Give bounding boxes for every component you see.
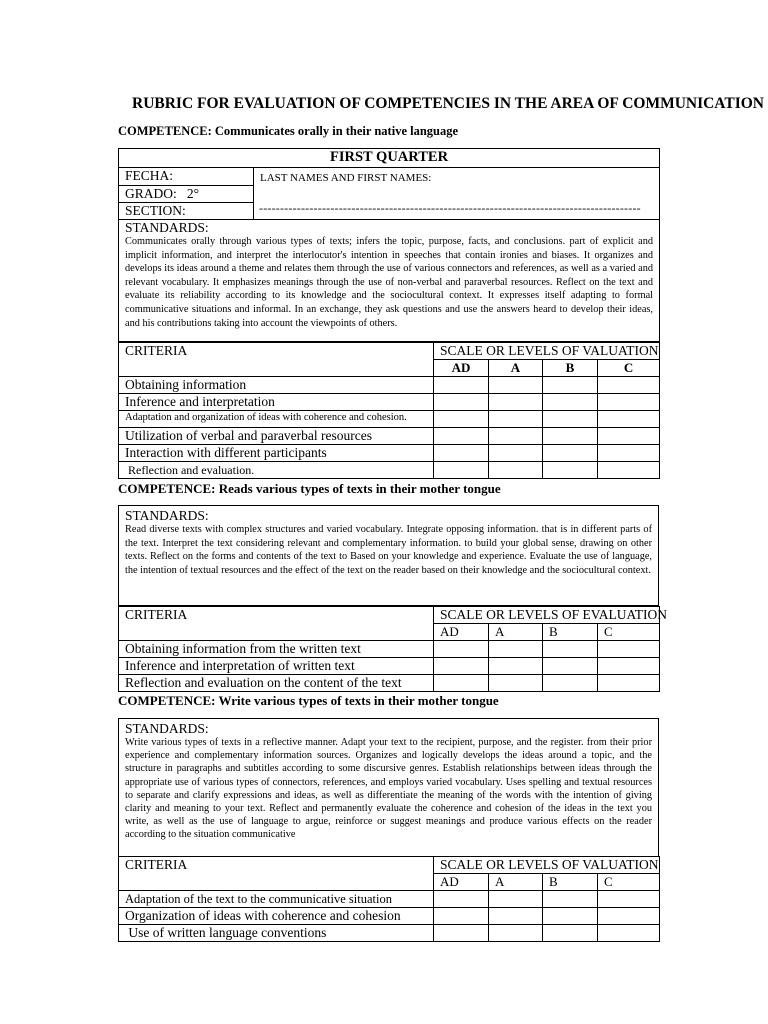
criterion-label: Interaction with different participants [119, 445, 434, 462]
criterion-label: Inference and interpretation [119, 394, 434, 411]
level-c: C [598, 874, 660, 891]
score-cell[interactable] [434, 428, 489, 445]
scale-heading: SCALE OR LEVELS OF EVALUATION [434, 607, 660, 624]
scale-heading: SCALE OR LEVELS OF VALUATION [434, 857, 660, 874]
table-row [119, 658, 660, 675]
score-cell[interactable] [434, 445, 489, 462]
grado-value: 2° [186, 186, 200, 201]
score-cell[interactable] [543, 891, 598, 908]
score-cell[interactable] [598, 925, 660, 942]
score-cell[interactable] [489, 658, 543, 675]
score-cell[interactable] [598, 908, 660, 925]
criteria-table-writing [118, 856, 660, 942]
score-cell[interactable] [598, 411, 660, 428]
competence-oral-heading: COMPETENCE: Communicates orally in their native language [118, 124, 459, 138]
score-cell[interactable] [543, 428, 598, 445]
score-cell[interactable] [434, 462, 489, 479]
table-row [119, 462, 660, 479]
criterion-label: Reflection and evaluation on the content of the text [119, 675, 434, 692]
criterion-label: Obtaining information [119, 377, 434, 394]
score-cell[interactable] [434, 641, 489, 658]
score-cell[interactable] [543, 908, 598, 925]
score-cell[interactable] [543, 675, 598, 692]
score-cell[interactable] [543, 411, 598, 428]
fecha-label: FECHA: [119, 168, 254, 186]
score-cell[interactable] [598, 641, 660, 658]
criteria-heading: CRITERIA [119, 607, 434, 641]
names-line: ------------------------------------------------------------------------------------------- [259, 201, 641, 215]
score-cell[interactable] [598, 377, 660, 394]
criteria-table-oral [118, 342, 660, 479]
score-cell[interactable] [543, 394, 598, 411]
level-ad: AD [434, 874, 489, 891]
table-row [119, 641, 660, 658]
standards-oral [119, 220, 660, 342]
standards-reading-table [118, 505, 659, 606]
standards-text: Read diverse texts with complex structures and varied vocabulary. Integrate opposing information. that is in different parts of the text. Interpret the text considering relevant and complementary information. to build your global sense, drawing on other texts. Reflect on the forms and contents of the text to Based on your knowledge and experience. Evaluate the use of language, the intention of textual resources and the effect of the text on the reader based on their knowledge and the sociocultural context. [125, 524, 652, 576]
score-cell[interactable] [489, 411, 543, 428]
criterion-label: Utilization of verbal and paraverbal resources [119, 428, 434, 445]
standards-reading [119, 506, 659, 606]
names-label: LAST NAMES AND FIRST NAMES: [260, 172, 432, 184]
score-cell[interactable] [489, 394, 543, 411]
score-cell[interactable] [489, 908, 543, 925]
student-info-table [118, 148, 660, 342]
competence-reading-heading: COMPETENCE: Reads various types of texts in their mother tongue [118, 481, 501, 496]
level-ad: AD [434, 360, 489, 377]
level-a: A [489, 874, 543, 891]
competence-writing-heading: COMPETENCE: Write various types of texts in their mother tongue [118, 693, 499, 708]
score-cell[interactable] [543, 445, 598, 462]
score-cell[interactable] [434, 394, 489, 411]
score-cell[interactable] [543, 925, 598, 942]
score-cell[interactable] [489, 428, 543, 445]
score-cell[interactable] [598, 445, 660, 462]
criterion-label: Organization of ideas with coherence and cohesion [119, 908, 434, 925]
table-row [119, 377, 660, 394]
scale-heading: SCALE OR LEVELS OF VALUATION [434, 343, 660, 360]
document-title: RUBRIC FOR EVALUATION OF COMPETENCIES IN THE AREA OF COMMUNICATION [132, 95, 764, 112]
score-cell[interactable] [598, 891, 660, 908]
score-cell[interactable] [489, 445, 543, 462]
score-cell[interactable] [434, 658, 489, 675]
score-cell[interactable] [489, 925, 543, 942]
table-row [119, 675, 660, 692]
standards-heading: STANDARDS: [125, 508, 209, 523]
score-cell[interactable] [598, 658, 660, 675]
score-cell[interactable] [598, 462, 660, 479]
score-cell[interactable] [598, 394, 660, 411]
score-cell[interactable] [543, 462, 598, 479]
table-row [119, 445, 660, 462]
score-cell[interactable] [489, 462, 543, 479]
grado-label: GRADO: [125, 186, 177, 201]
score-cell[interactable] [434, 891, 489, 908]
level-c: C [598, 624, 660, 641]
table-row [119, 394, 660, 411]
score-cell[interactable] [489, 377, 543, 394]
table-row [119, 925, 660, 942]
standards-text: Communicates orally through various types of texts; infers the topic, purpose, facts, and conclusions. part of explicit and implicit information, and interpret the interlocutor's intention in speeches that contain ironies and biases. It organizes and develops its ideas around a theme and relates them through the use of various connectors and references, as well as a varied and relevant vocabulary. It emphasizes meanings through the use of non-verbal and paraverbal resources. Reflect on the text and evaluate its reliability according to its knowledge and the sociocultural context. It expresses itself adapting to formal communicative situations and informal. In an exchange, they ask questions and use the answers heard to develop their ideas, and his contributions taking into account the viewpoints of others. [125, 236, 654, 329]
score-cell[interactable] [598, 675, 660, 692]
criterion-label: Reflection and evaluation. [119, 462, 434, 479]
level-ad: AD [434, 624, 489, 641]
criterion-label: Adaptation of the text to the communicative situation [119, 891, 434, 908]
level-b: B [543, 360, 598, 377]
score-cell[interactable] [434, 675, 489, 692]
table-row [119, 428, 660, 445]
table-row [119, 891, 660, 908]
standards-heading: STANDARDS: [125, 721, 209, 736]
score-cell[interactable] [598, 428, 660, 445]
quarter-title: FIRST QUARTER [119, 149, 660, 168]
score-cell[interactable] [489, 641, 543, 658]
score-cell[interactable] [434, 377, 489, 394]
level-b: B [543, 624, 598, 641]
criterion-label: Obtaining information from the written text [119, 641, 434, 658]
criterion-label: Inference and interpretation of written text [119, 658, 434, 675]
section-label: SECTION: [119, 203, 254, 220]
criteria-table-reading [118, 606, 668, 692]
criterion-label: Adaptation and organization of ideas with coherence and cohesion. [119, 411, 434, 428]
level-a: A [489, 624, 543, 641]
standards-writing [119, 719, 659, 857]
table-row [119, 908, 660, 925]
score-cell[interactable] [434, 411, 489, 428]
standards-heading: STANDARDS: [125, 220, 209, 235]
level-c: C [598, 360, 660, 377]
criteria-heading: CRITERIA [119, 857, 434, 891]
score-cell[interactable] [489, 891, 543, 908]
score-cell[interactable] [489, 675, 543, 692]
standards-text: Write various types of texts in a reflective manner. Adapt your text to the recipient, purpose, and the register. from their prior experience and complementary information sources. Organizes and logically develops the ideas around a topic, and the structure in paragraphs and subtitles according to some discursive genres. Establish relationships between ideas through the appropriate use of various types of connectors, references, and employs varied vocabulary. Uses spelling and textual resources to separate and clarify expressions and ideas, as well as differentiate the meaning of the words with the intention of giving clarity and meaning to your text. Reflect and permanently evaluate the coherence and cohesion of the ideas in the text you write, as well as the use of language to argue, reinforce or suggest meanings and produce various effects on the reader according to the situation communicative [125, 737, 652, 841]
level-a: A [489, 360, 543, 377]
grado-cell [119, 186, 254, 203]
score-cell[interactable] [434, 925, 489, 942]
criterion-label: Use of written language conventions [119, 925, 434, 942]
score-cell[interactable] [434, 908, 489, 925]
table-row [119, 411, 660, 428]
score-cell[interactable] [543, 641, 598, 658]
standards-writing-table [118, 718, 659, 857]
level-b: B [543, 874, 598, 891]
score-cell[interactable] [543, 377, 598, 394]
criteria-heading: CRITERIA [119, 343, 434, 377]
score-cell[interactable] [543, 658, 598, 675]
